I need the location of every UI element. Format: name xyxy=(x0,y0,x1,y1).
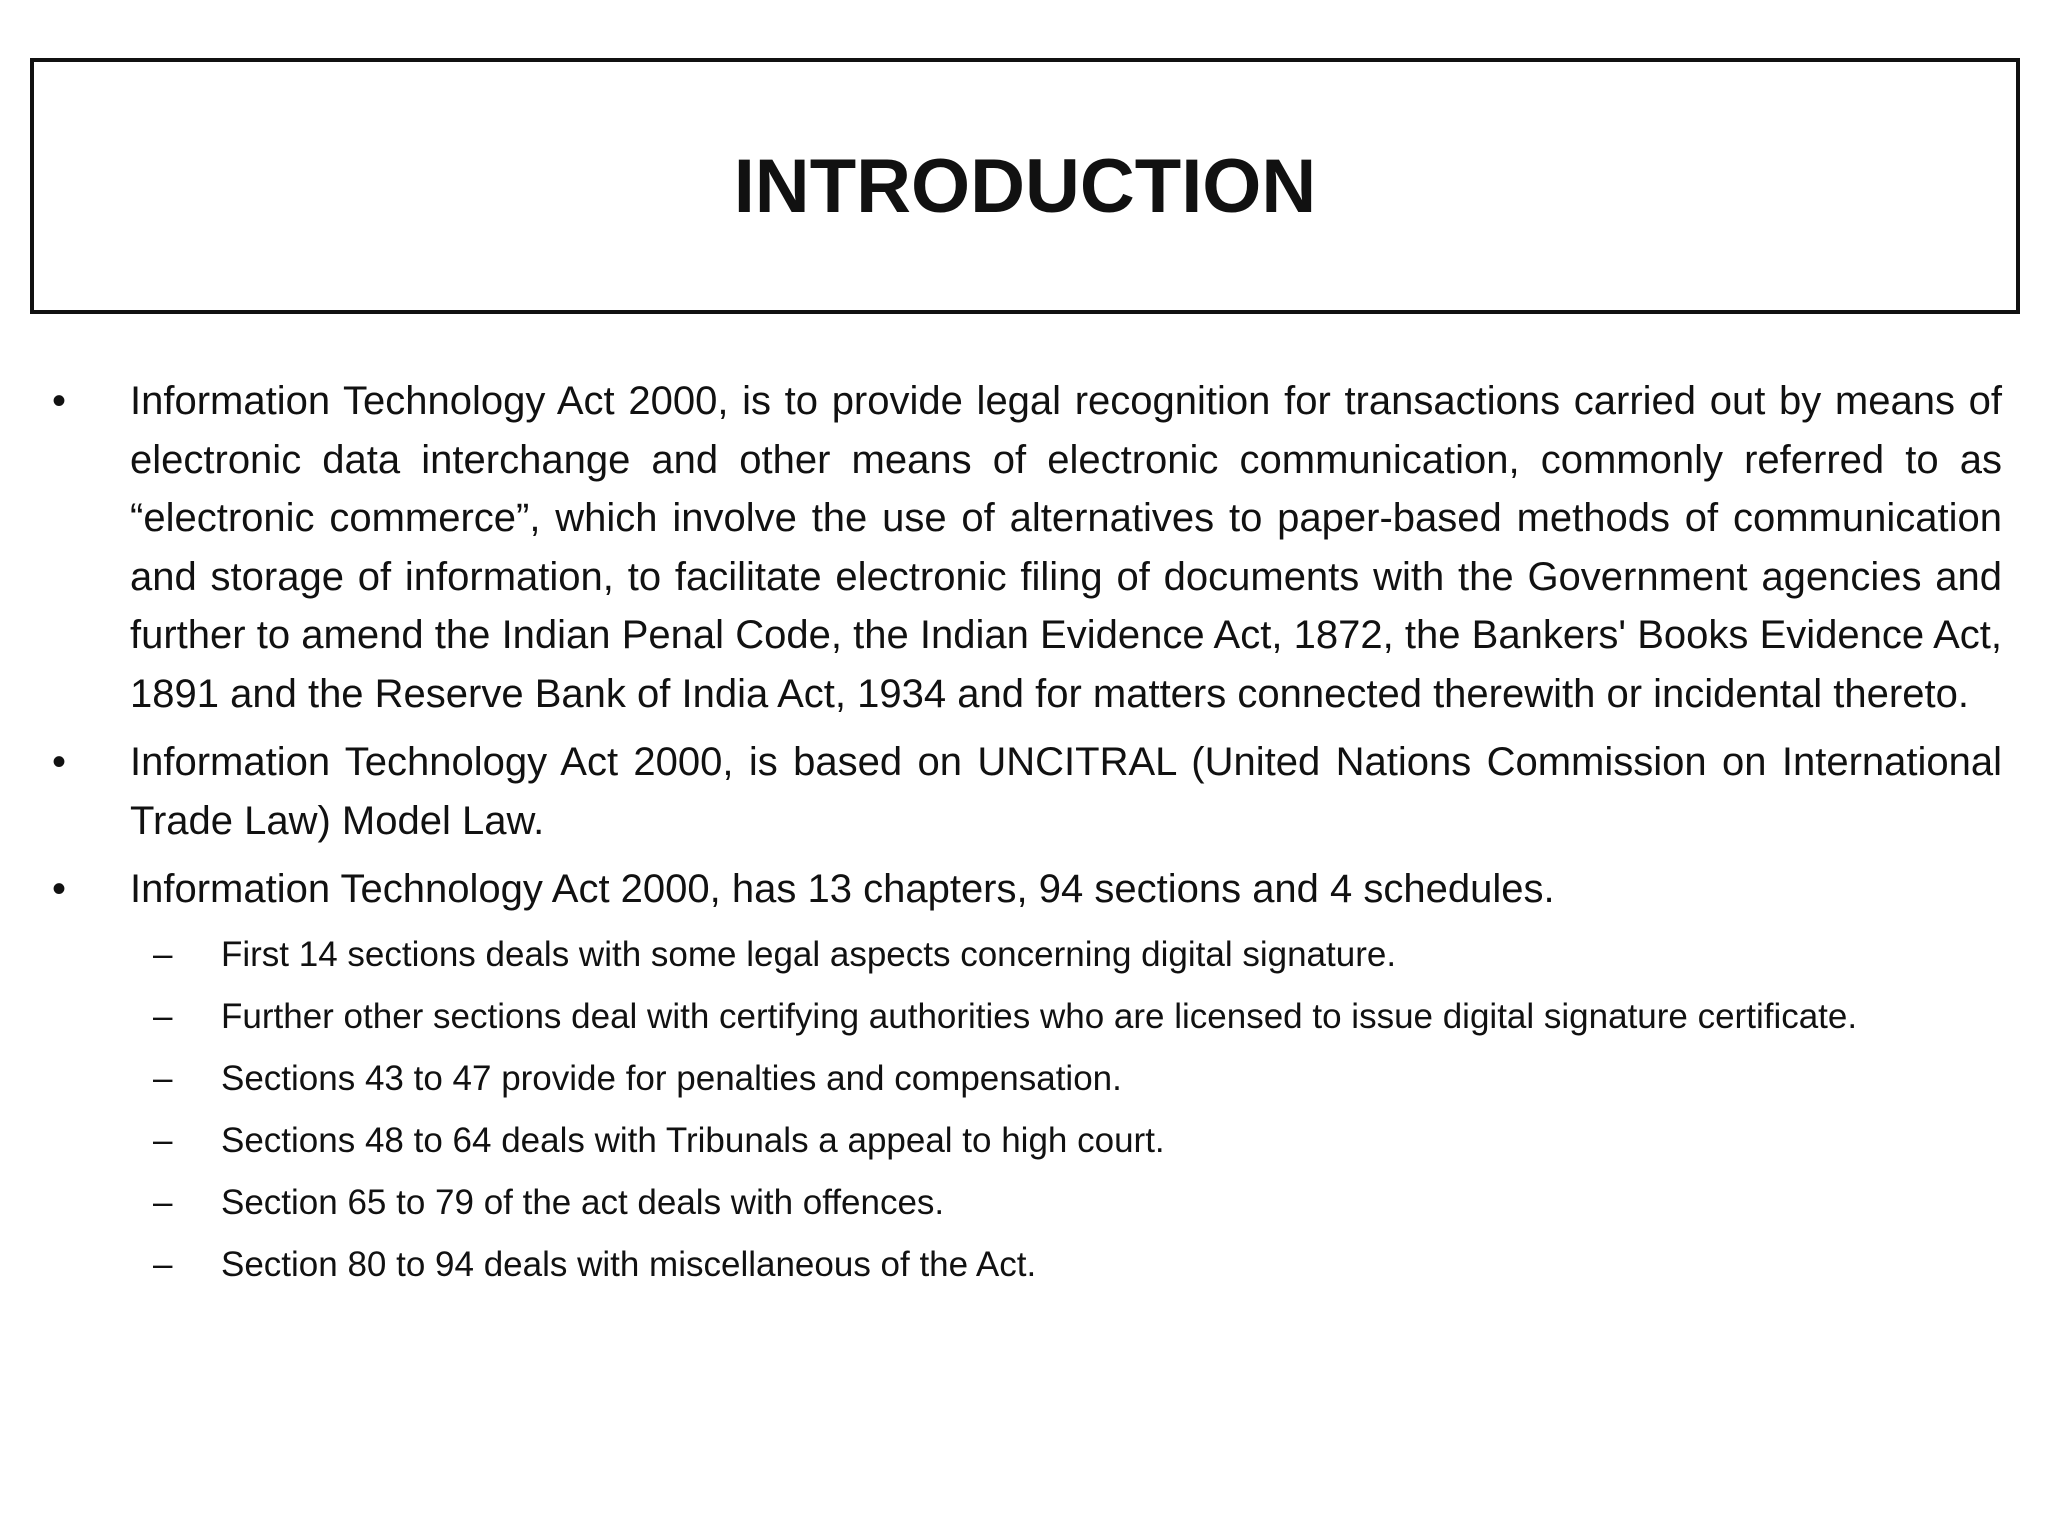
dash-icon: – xyxy=(153,1058,173,1098)
sub-item xyxy=(0,991,2048,1043)
bullet-text: Information Technology Act 2000, is based on UNCITRAL (United Nations Commission on International Trade Law) Model Law. xyxy=(130,740,2002,843)
sub-list xyxy=(0,929,2048,1291)
slide-content xyxy=(0,372,2048,1301)
sub-item xyxy=(0,1239,2048,1291)
dash-icon: – xyxy=(153,996,173,1036)
sub-item xyxy=(0,1053,2048,1105)
dash-icon: – xyxy=(153,1244,173,1284)
sub-item-text: Sections 43 to 47 provide for penalties and compensation. xyxy=(221,1058,1122,1098)
sub-item-text: Sections 48 to 64 deals with Tribunals a appeal to high court. xyxy=(221,1120,1165,1160)
bullet-text: Information Technology Act 2000, has 13 chapters, 94 sections and 4 schedules. xyxy=(130,867,1555,911)
sub-item-text: Section 80 to 94 deals with miscellaneous of the Act. xyxy=(221,1244,1037,1284)
bullet-marker-icon: • xyxy=(52,379,67,423)
sub-item xyxy=(0,1115,2048,1167)
dash-icon: – xyxy=(153,1120,173,1160)
bullet-text: Information Technology Act 2000, is to provide legal recognition for transactions carried out by means of electronic data interchange and other means of electronic communication, commonly referred to as “electronic commerce”, which involve the use of alternatives to paper-based methods of communication and storage of information, to facilitate electronic filing of documents with the Government agencies and further to amend the Indian Penal Code, the Indian Evidence Act, 1872, the Bankers' Books Evidence Act, 1891 and the Reserve Bank of India Act, 1934 and for matters connected therewith or incidental thereto. xyxy=(130,379,2002,716)
slide-title: INTRODUCTION xyxy=(733,143,1317,229)
bullet-item xyxy=(0,733,2048,850)
dash-icon: – xyxy=(153,934,173,974)
sub-item-text: First 14 sections deals with some legal aspects concerning digital signature. xyxy=(221,934,1397,974)
sub-item-text: Section 65 to 79 of the act deals with offences. xyxy=(221,1182,945,1222)
bullet-item xyxy=(0,860,2048,919)
sub-item xyxy=(0,929,2048,981)
bullet-item xyxy=(0,372,2048,723)
bullet-marker-icon: • xyxy=(52,867,67,911)
sub-item xyxy=(0,1177,2048,1229)
sub-item-text: Further other sections deal with certifying authorities who are licensed to issue digital signature certificate. xyxy=(221,996,1858,1036)
bullet-marker-icon: • xyxy=(52,740,67,784)
title-box xyxy=(30,58,2020,314)
dash-icon: – xyxy=(153,1182,173,1222)
